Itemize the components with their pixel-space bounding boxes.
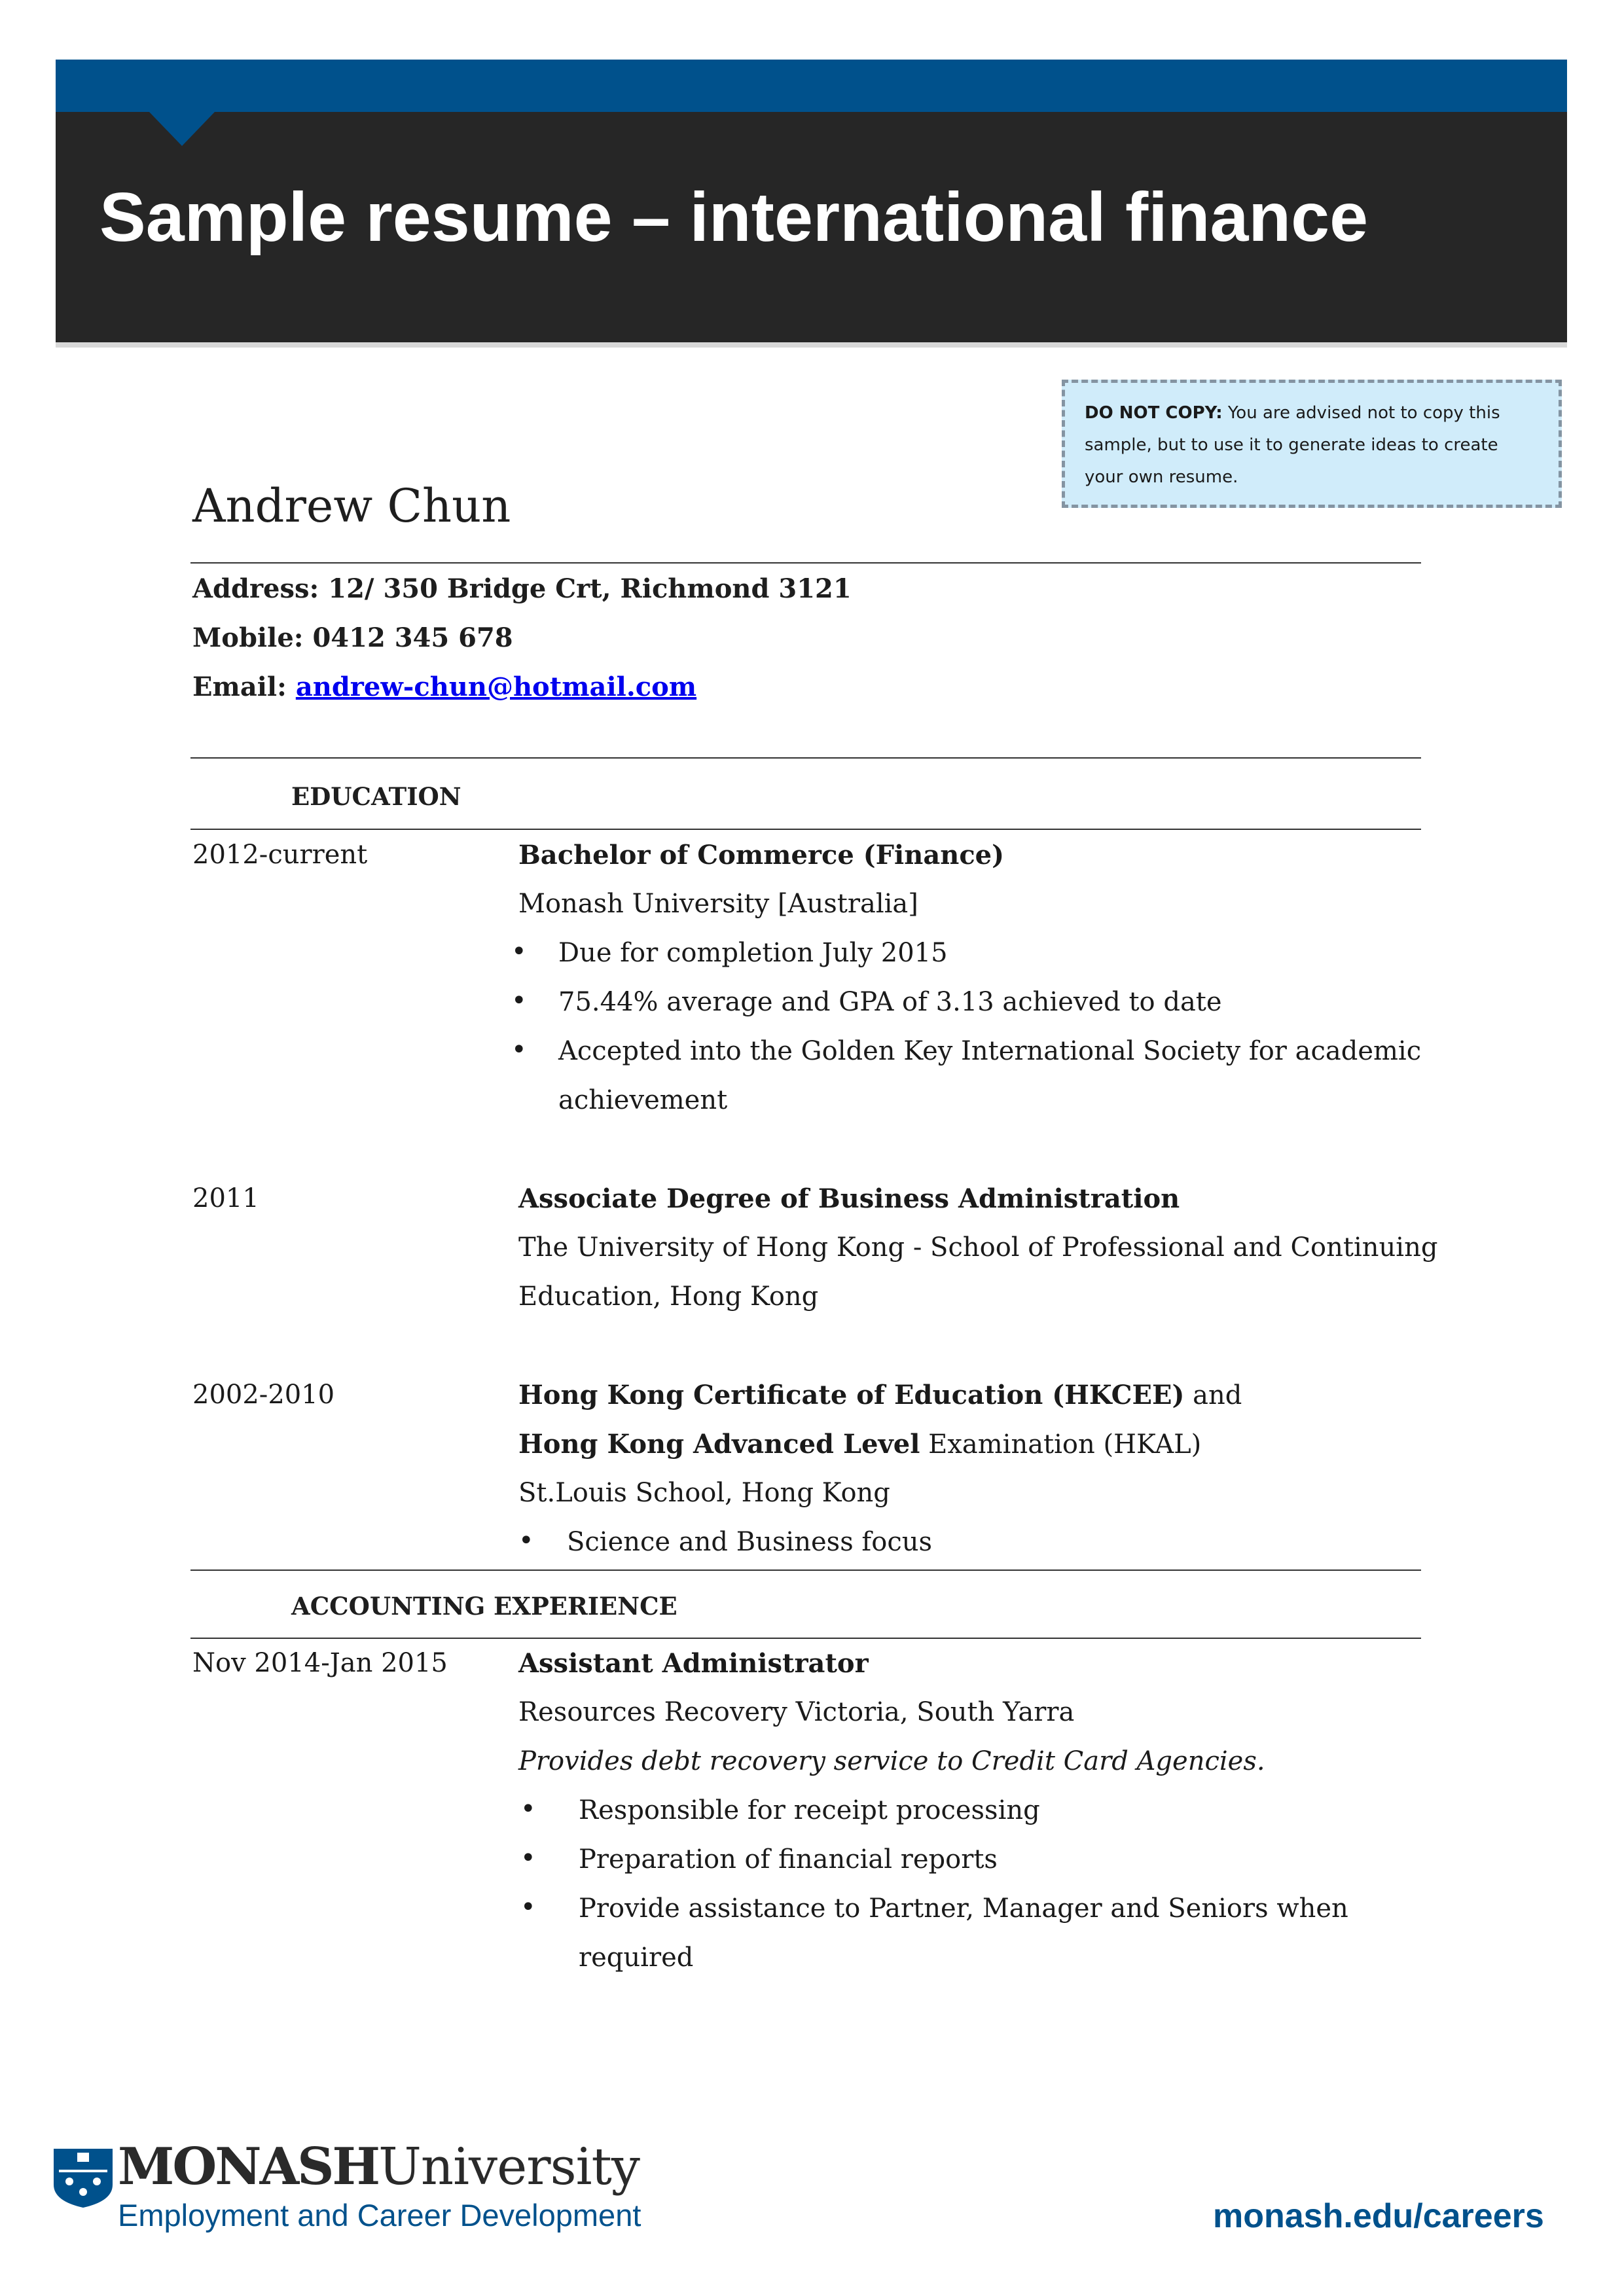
- education-title: Bachelor of Commerce (Finance): [518, 840, 1005, 870]
- experience-title: Assistant Administrator: [518, 1648, 869, 1679]
- education-institution: St.Louis School, Hong Kong: [518, 1478, 890, 1508]
- monash-crest-icon: [54, 2149, 113, 2208]
- bullet-icon: •: [511, 937, 527, 967]
- education-bullet: Science and Business focus: [567, 1527, 933, 1557]
- education-title-bold: Hong Kong Advanced Level: [518, 1429, 920, 1460]
- address-value: 12/ 350 Bridge Crt, Richmond 3121: [328, 573, 852, 604]
- education-bullet: Accepted into the Golden Key International Society for academic: [558, 1036, 1422, 1066]
- education-title-bold: Hong Kong Certificate of Education (HKCEE): [518, 1380, 1185, 1410]
- address-label: Address:: [192, 573, 319, 604]
- divider: [190, 829, 1421, 830]
- department-name: Employment and Career Development: [118, 2198, 641, 2233]
- education-title: [518, 1429, 1201, 1460]
- monash-wordmark-bold: MONASH: [118, 2137, 379, 2197]
- bullet-icon: •: [511, 986, 527, 1016]
- applicant-name: Andrew Chun: [192, 479, 511, 533]
- notice-text: You are advised not to copy this sample, but to use it to generate ideas to create your own resume.: [1085, 403, 1500, 487]
- education-bullet-continued: achievement: [558, 1085, 728, 1115]
- email-label: Email:: [192, 672, 287, 702]
- education-bullet: 75.44% average and GPA of 3.13 achieved to date: [558, 987, 1222, 1017]
- divider: [190, 1638, 1421, 1639]
- education-date: 2002-2010: [192, 1380, 335, 1410]
- divider: [190, 1570, 1421, 1571]
- bullet-icon: •: [520, 1892, 536, 1922]
- education-title-rest: Examination (HKAL): [920, 1429, 1202, 1460]
- experience-bullet: Preparation of financial reports: [579, 1844, 998, 1874]
- experience-date: Nov 2014-Jan 2015: [192, 1648, 448, 1678]
- divider: [190, 562, 1421, 564]
- monash-wordmark: [118, 2137, 640, 2197]
- section-heading-experience: ACCOUNTING EXPERIENCE: [291, 1592, 677, 1621]
- mobile-label: Mobile:: [192, 622, 304, 653]
- bullet-icon: •: [518, 1526, 534, 1556]
- bullet-icon: •: [520, 1843, 536, 1873]
- experience-bullet-continued: required: [579, 1943, 694, 1973]
- education-title-rest: and: [1184, 1380, 1242, 1410]
- bullet-icon: •: [511, 1035, 527, 1065]
- bullet-icon: •: [520, 1794, 536, 1824]
- education-date: 2012-current: [192, 840, 368, 870]
- experience-bullet: Provide assistance to Partner, Manager and Seniors when: [579, 1893, 1348, 1924]
- education-institution: Monash University [Australia]: [518, 889, 918, 919]
- contact-email: [192, 672, 696, 702]
- header-accent-bar: [56, 60, 1567, 112]
- education-institution: The University of Hong Kong - School of Professional and Continuing: [518, 1232, 1438, 1263]
- email-link[interactable]: andrew-chun@hotmail.com: [295, 672, 697, 702]
- education-bullet: Due for completion July 2015: [558, 938, 948, 968]
- mobile-value: 0412 345 678: [312, 622, 513, 653]
- section-heading-education: EDUCATION: [291, 782, 461, 811]
- experience-employer: Resources Recovery Victoria, South Yarra: [518, 1697, 1075, 1727]
- header-notch: [149, 112, 215, 146]
- experience-description: Provides debt recovery service to Credit Card Agencies.: [518, 1746, 1265, 1776]
- education-title: [518, 1380, 1242, 1410]
- monash-wordmark-rest: University: [378, 2138, 640, 2197]
- contact-mobile: [192, 622, 513, 653]
- notice-label: DO NOT COPY:: [1085, 403, 1223, 423]
- do-not-copy-notice: [1062, 380, 1562, 508]
- education-institution: Education, Hong Kong: [518, 1282, 819, 1312]
- experience-bullet: Responsible for receipt processing: [579, 1795, 1040, 1825]
- header-shadow: [56, 342, 1567, 348]
- divider: [190, 757, 1421, 759]
- education-title: Associate Degree of Business Administration: [518, 1183, 1180, 1214]
- careers-website-link[interactable]: monash.edu/careers: [1213, 2197, 1544, 2235]
- contact-address: [192, 573, 852, 604]
- education-date: 2011: [192, 1183, 259, 1213]
- page-title: Sample resume – international finance: [99, 179, 1369, 256]
